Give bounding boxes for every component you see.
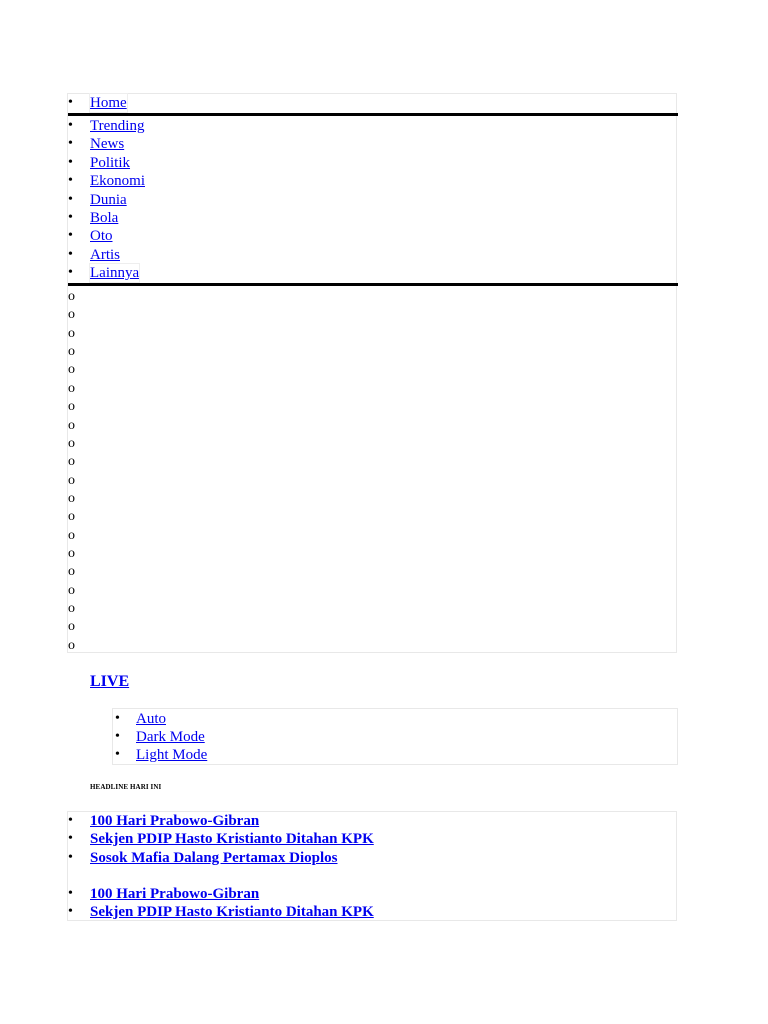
sub-menu-item[interactable]: o [68,472,75,488]
nav-link-trending[interactable]: Trending [90,118,145,134]
bullet-icon: • [68,95,73,110]
bullet-icon: • [115,729,120,744]
sub-menu-item[interactable]: o [68,582,75,598]
live-link[interactable]: LIVE [90,673,130,690]
headline-link[interactable]: Sekjen PDIP Hasto Kristianto Ditahan KPK [90,831,374,847]
bullet-icon: • [68,210,73,225]
nav-link-home[interactable]: Home [90,95,127,111]
sub-menu-item[interactable]: o [68,380,75,396]
sub-menu-item[interactable]: o [68,564,75,580]
sub-menu-item[interactable]: o [68,362,75,378]
headline-link[interactable]: Sekjen PDIP Hasto Kristianto Ditahan KPK [90,904,374,920]
sub-menu-item[interactable]: o [68,307,75,323]
nav-link-artis[interactable]: Artis [90,247,120,263]
bullet-icon: • [68,228,73,243]
sub-menu-item[interactable]: o [68,417,75,433]
sub-menu-item[interactable]: o [68,399,75,415]
theme-dark-link[interactable]: Dark Mode [136,729,205,745]
theme-auto-link[interactable]: Auto [136,711,166,727]
nav-link-dunia[interactable]: Dunia [90,192,127,208]
sub-menu-item[interactable]: o [68,601,75,616]
bullet-icon: • [115,747,120,762]
sub-menu-item[interactable]: o [68,289,75,304]
bullet-icon: • [115,711,120,726]
bullet-icon: • [68,173,73,188]
bullet-icon: • [68,136,73,151]
bullet-icon: • [68,265,73,280]
bullet-icon: • [68,813,73,828]
theme-switcher [112,708,678,765]
sub-menu-item[interactable]: o [68,344,75,360]
sub-menu-item[interactable]: o [68,454,75,470]
headline-list [67,811,677,921]
bullet-icon: • [68,886,73,901]
nav-link-oto[interactable]: Oto [90,228,113,244]
headline-link[interactable]: 100 Hari Prabowo-Gibran [90,886,260,902]
sub-menu-item[interactable]: o [68,325,75,341]
nav-link-bola[interactable]: Bola [90,210,119,226]
nav-link-ekonomi[interactable]: Ekonomi [90,173,145,189]
headline-section-title: HEADLINE HARI INI [90,783,162,791]
bullet-icon: • [68,118,73,133]
sub-menu-item[interactable]: o [68,435,75,451]
bullet-icon: • [68,831,73,846]
main-nav [67,93,677,653]
bullet-icon: • [68,192,73,207]
bullet-icon: • [68,247,73,262]
sub-menu-item[interactable]: o [68,527,75,543]
nav-divider-top [68,113,678,116]
sub-menu-item[interactable]: o [68,619,75,635]
nav-link-politik[interactable]: Politik [90,155,131,171]
bullet-icon: • [68,155,73,170]
headline-link[interactable]: Sosok Mafia Dalang Pertamax Dioplos [90,850,338,866]
bullet-icon: • [68,904,73,919]
bullet-icon: • [68,850,73,865]
sub-menu-item[interactable]: o [68,545,75,561]
headline-link[interactable]: 100 Hari Prabowo-Gibran [90,813,260,829]
sub-menu-item[interactable]: o [68,490,75,506]
nav-link-news[interactable]: News [90,136,125,152]
theme-light-link[interactable]: Light Mode [136,747,208,763]
nav-link-lainnya[interactable]: Lainnya [90,265,140,281]
sub-menu-item[interactable]: o [68,509,75,525]
sub-menu-item[interactable]: o [68,637,75,653]
nav-divider-bottom [68,283,678,286]
